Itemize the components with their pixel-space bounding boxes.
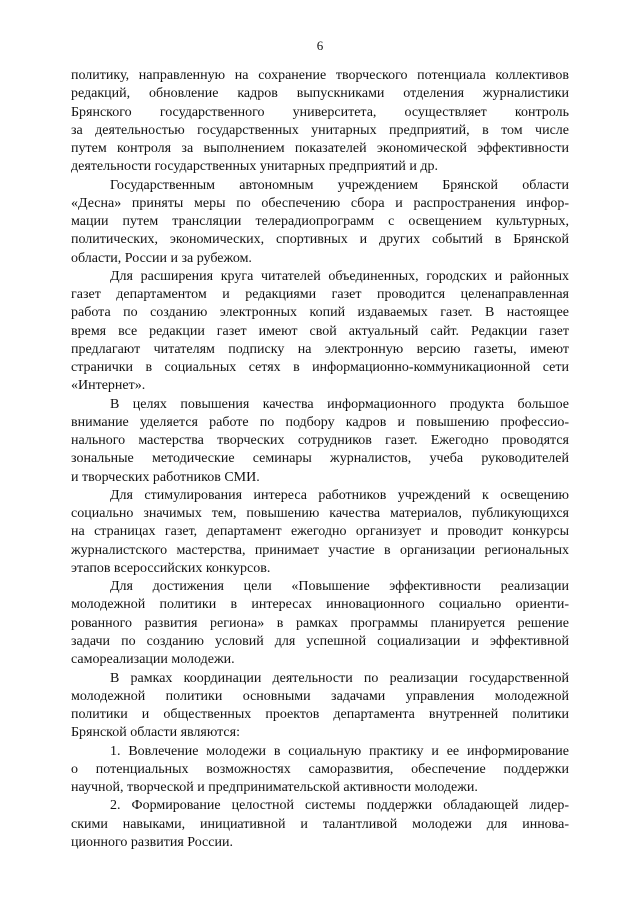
text-line: молодежной политики основными задачами управления молодежной [71,689,569,704]
text-line: путем контроля за выполнением показателей экономической эффективности [71,141,569,156]
text-line: журналистского мастерства, принимает участие в организации региональных [71,543,569,558]
text-line: научной, творческой и предпринимательской активности молодежи. [71,780,478,795]
text-line: деятельности государственных унитарных предприятий и др. [71,159,439,174]
page-number: 6 [316,38,324,53]
text-line: политических, экономических, спортивных и других событий в Брянской [71,232,569,247]
text-line: мации путем трансляции телерадиопрограмм с освещением культурных, [71,214,569,229]
text-line: Для достижения цели «Повышение эффективности реализации [110,579,569,594]
text-line: скими навыками, инициативной и талантливой молодежи для иннова- [71,817,569,832]
text-line: рованного развития региона» в рамках программы планируется решение [71,616,569,631]
text-line: 1. Вовлечение молодежи в социальную практику и ее информирование [110,744,569,759]
text-line: редакций, обновление кадров выпускниками отделения журналистики [71,86,569,101]
text-line: молодежной политики в интересах инновационного социально ориенти- [71,597,569,612]
text-line: время все редакции газет имеют свой актуальный сайт. Редакции газет [71,324,569,339]
text-line: внимание уделяется работе по подбору кадров и повышению профессио- [71,415,569,430]
text-line: Брянского государственного университета, осуществляет контроль [71,105,569,120]
text-line: самореализации молодежи. [71,652,235,667]
text-line: политики и общественных проектов департамента внутренней политики [71,707,569,722]
text-line: «Интернет». [71,378,146,393]
text-line: на страницах газет, департамент ежегодно организует и проводит конкурсы [71,524,569,539]
text-line: В целях повышения качества информационного продукта большое [110,397,569,412]
text-line: предлагают читателям подписку на электронную версию газеты, имеют [71,342,569,357]
text-line: нального мастерства творческих сотрудников газет. Ежегодно проводятся [71,433,569,448]
text-line: задачи по созданию условий для успешной социализации и эффективной [71,634,569,649]
text-line: и творческих работников СМИ. [71,470,260,485]
text-line: странички в социальных сетях в информационно-коммуникационной сети [71,360,569,375]
text-line: Брянской области являются: [71,725,240,740]
text-line: политику, направленную на сохранение творческого потенциала коллективов [71,68,569,83]
text-line: зональные методические семинары журналистов, учеба руководителей [71,451,569,466]
text-line: социально значимых тем, повышению качества материалов, публикующихся [71,506,569,521]
text-line: Для расширения круга читателей объединенных, городских и районных [110,269,569,284]
text-line: газет департаментом и редакциями газет проводится целенаправленная [71,287,569,302]
text-line: о потенциальных возможностях саморазвития, обеспечение поддержки [71,762,569,777]
text-line: за деятельностью государственных унитарных предприятий, в том числе [71,123,569,138]
text-line: работа по созданию электронных копий издаваемых газет. В настоящее [71,305,569,320]
text-line: В рамках координации деятельности по реализации государственной [110,671,569,686]
text-line: Для стимулирования интереса работников учреждений к освещению [110,488,569,503]
text-line: 2. Формирование целостной системы поддержки обладающей лидер- [110,798,569,813]
text-line: ционного развития России. [71,835,233,850]
text-line: «Десна» приняты меры по обеспечению сбора и распространения инфор- [71,196,569,211]
text-line: области, России и за рубежом. [71,251,252,266]
text-line: Государственным автономным учреждением Брянской области [110,178,569,193]
text-line: этапов всероссийских конкурсов. [71,561,271,576]
